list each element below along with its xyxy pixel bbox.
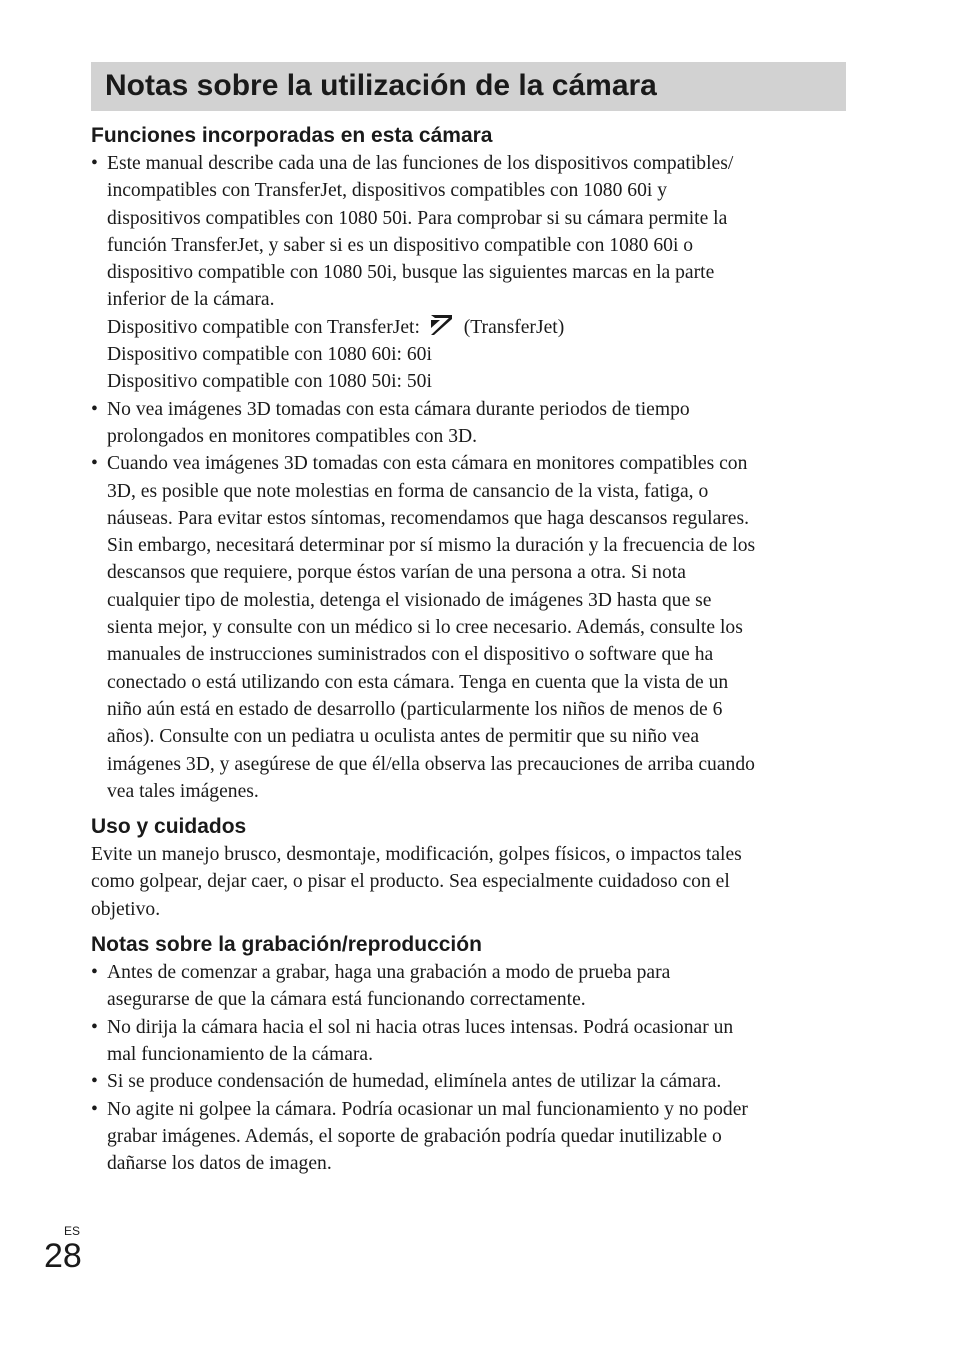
list-item [91, 1014, 851, 1069]
text-line: náuseas. Para evitar estos síntomas, recomendamos que haga descansos regulares. [107, 507, 750, 529]
text-line: Antes de comenzar a grabar, haga una grabación a modo de prueba para [107, 962, 671, 984]
bullet-list-funciones [91, 150, 851, 805]
transferjet-mark-line [107, 314, 851, 341]
bullet: • [91, 398, 98, 420]
text-line: descansos que requiere, porque éstos varían de una persona a otra. Si nota [107, 562, 686, 584]
text-line: cualquier tipo de molestia, detenga el visionado de imágenes 3D hasta que se [107, 589, 712, 611]
text-line: No agite ni golpee la cámara. Podría ocasionar un mal funcionamiento y no poder [107, 1098, 748, 1120]
mark-line-50i: Dispositivo compatible con 1080 50i: 50i [107, 371, 432, 393]
text-line: vea tales imágenes. [107, 780, 259, 802]
bullet: • [91, 962, 98, 984]
text-line: Si se produce condensación de humedad, elimínela antes de utilizar la cámara. [107, 1071, 722, 1093]
text-line: Cuando vea imágenes 3D tomadas con esta cámara en monitores compatibles con [107, 453, 748, 475]
mark-line-60i: Dispositivo compatible con 1080 60i: 60i [107, 344, 432, 366]
text-line: sienta mejor, y consulte con un médico si lo cree necesario. Además, consulte los [107, 617, 743, 639]
text-line: inferior de la cámara. [107, 289, 275, 311]
text-line: conectado o está utilizando con esta cámara. Tenga en cuenta que la vista de un [107, 671, 729, 693]
text-line: función TransferJet, y saber si es un dispositivo compatible con 1080 60i o [107, 234, 694, 256]
page-number: 28 [44, 1237, 82, 1275]
section-heading-grabacion: Notas sobre la grabación/reproducción [91, 933, 482, 957]
list-item [91, 150, 851, 396]
transferjet-name: (TransferJet) [463, 316, 565, 338]
transferjet-icon [429, 314, 453, 336]
list-item [91, 1068, 851, 1095]
title-bar [91, 62, 846, 111]
text-line: Este manual describe cada una de las funciones de los dispositivos compatibles/ [107, 153, 734, 174]
section-heading-uso: Uso y cuidados [91, 815, 247, 839]
bullet-list-grabacion [91, 959, 851, 1177]
transferjet-label: Dispositivo compatible con TransferJet: [107, 316, 420, 338]
text-line: mal funcionamiento de la cámara. [107, 1043, 374, 1065]
page-language-code: ES [64, 1224, 81, 1238]
text-line: años). Consulte con un pediatra u oculista antes de permitir que su niño vea [107, 726, 700, 748]
list-item [91, 1096, 851, 1178]
text-line: como golpear, dejar caer, o pisar el producto. Sea especialmente cuidadoso con el [91, 871, 730, 893]
text-line: No dirija la cámara hacia el sol ni hacia otras luces intensas. Podrá ocasionar un [107, 1016, 734, 1038]
text-line: incompatibles con TransferJet, dispositivos compatibles con 1080 60i y [107, 180, 668, 202]
bullet: • [91, 153, 98, 174]
text-line: prolongados en monitores compatibles con 3D. [107, 425, 478, 447]
text-line: manuales de instrucciones suministrados con el dispositivo o software que ha [107, 644, 714, 666]
content [91, 122, 851, 1177]
text-line: dispositivo compatible con 1080 50i, busque las siguientes marcas en la parte [107, 262, 715, 284]
text-line: Sin embargo, necesitará determinar por sí mismo la duración y la frecuencia de los [107, 535, 756, 557]
text-line: imágenes 3D, y asegúrese de que él/ella observa las precauciones de arriba cuando [107, 753, 755, 775]
text-line: 3D, es posible que note molestias en forma de cansancio de la vista, fatiga, o [107, 480, 709, 502]
page-title: Notas sobre la utilización de la cámara [105, 69, 657, 102]
text-line: grabar imágenes. Además, el soporte de grabación podría quedar inutilizable o [107, 1125, 722, 1147]
bullet: • [91, 453, 98, 475]
text-line: Evite un manejo brusco, desmontaje, modificación, golpes físicos, o impactos tales [91, 844, 742, 866]
bullet: • [91, 1071, 98, 1093]
paragraph-uso [91, 841, 851, 923]
text-line: asegurarse de que la cámara está funcionando correctamente. [107, 989, 586, 1011]
text-line: dañarse los datos de imagen. [107, 1153, 332, 1175]
list-item [91, 396, 851, 451]
bullet: • [91, 1016, 98, 1038]
section-heading-funciones: Funciones incorporadas en esta cámara [91, 124, 493, 147]
text-line: dispositivos compatibles con 1080 50i. Para comprobar si su cámara permite la [107, 207, 728, 229]
list-item [91, 959, 851, 1014]
text-line: niño aún está en estado de desarrollo (particularmente los niños de menos de 6 [107, 698, 723, 720]
text-line: objetivo. [91, 898, 161, 920]
bullet: • [91, 1098, 98, 1120]
text-line: No vea imágenes 3D tomadas con esta cámara durante periodos de tiempo [107, 398, 690, 420]
list-item [91, 450, 851, 805]
